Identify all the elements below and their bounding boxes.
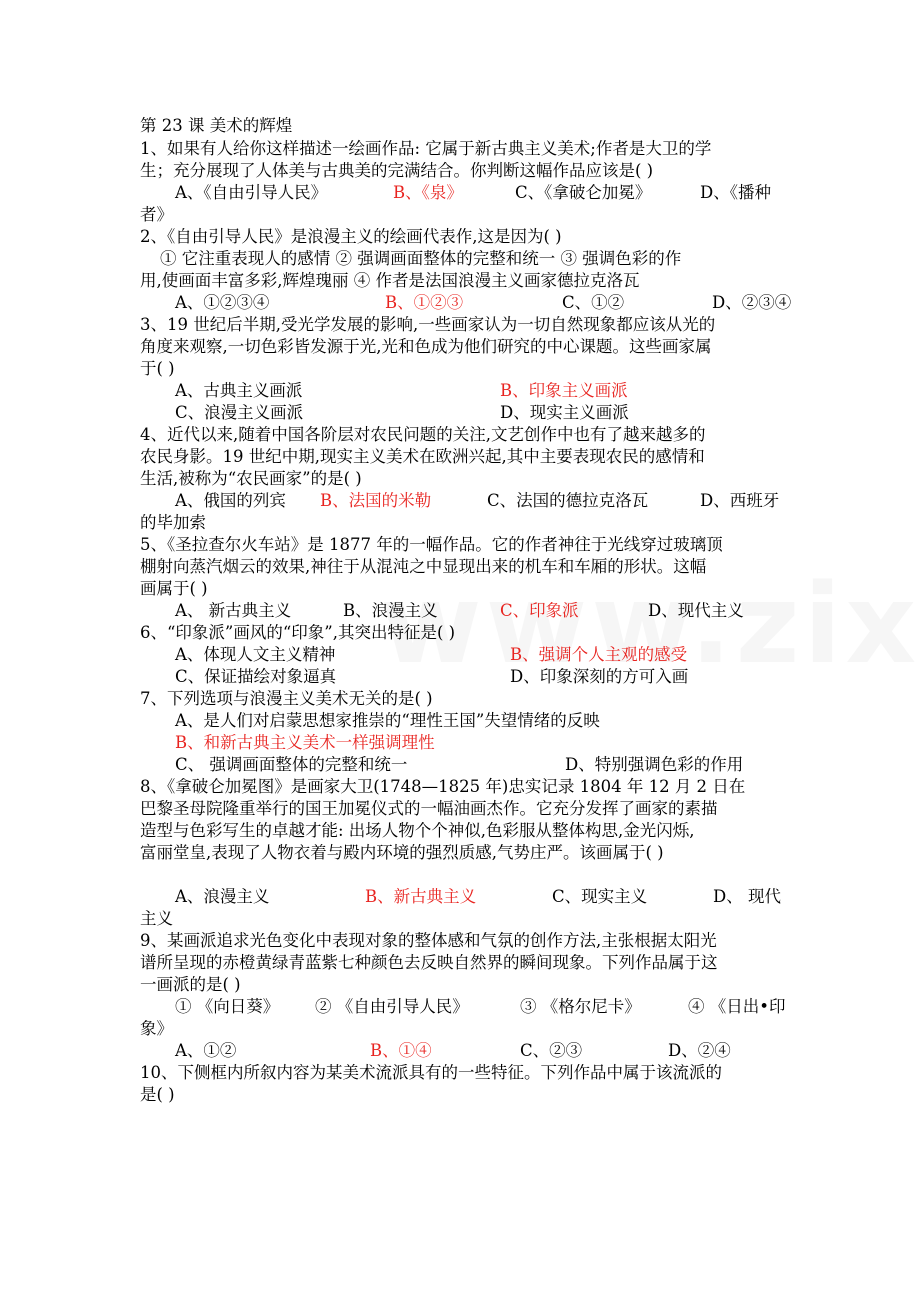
q5-stem-line2: 棚射向蒸汽烟云的效果,神往于从混沌之中显现出来的机车和车厢的形状。这幅 xyxy=(140,557,707,576)
q4-option-d: D、西班牙 xyxy=(700,491,780,510)
q9-item-2: ② 《自由引导人民》 xyxy=(315,997,469,1016)
q7-option-b-answer: B、和新古典主义美术一样强调理性 xyxy=(175,733,435,752)
q3-stem-line3: 于( ) xyxy=(140,359,175,378)
q8-stem-line1: 8、《拿破仑加冕图》是画家大卫(1748—1825 年)忠实记录 1804 年 12 月 2 日在 xyxy=(140,777,746,796)
q2-stem: 2、《自由引导人民》是浪漫主义的绘画代表作,这是因为( ) xyxy=(140,227,562,246)
q3-option-d: D、现实主义画派 xyxy=(500,403,629,422)
q1-stem-line1: 1、如果有人给你这样描述一绘画作品: 它属于新古典主义美术;作者是大卫的学 xyxy=(140,139,712,158)
q4-option-c: C、法国的德拉克洛瓦 xyxy=(487,491,649,510)
q8-option-b-answer: B、新古典主义 xyxy=(365,887,477,906)
q2-option-b-answer: B、①②③ xyxy=(385,293,464,312)
q1-stem-line2: 生；充分展现了人体美与古典美的完满结合。你判断这幅作品应该是( ) xyxy=(140,161,654,180)
q6-stem: 6、“印象派”画风的“印象”,其突出特征是( ) xyxy=(140,623,456,642)
q1-option-b-answer: B、《泉》 xyxy=(393,183,463,202)
q1-option-d: D、《播种 xyxy=(700,183,771,202)
q5-stem-line1: 5、《圣拉查尔火车站》是 1877 年的一幅作品。它的作者神往于光线穿过玻璃顶 xyxy=(140,535,723,554)
q1-option-d-wrap: 者》 xyxy=(140,205,173,224)
q9-item-4: ④ 《日出•印 xyxy=(688,997,786,1016)
q4-option-d-wrap: 的毕加索 xyxy=(140,513,206,532)
q9-item-1: ① 《向日葵》 xyxy=(175,997,280,1016)
q7-stem: 7、下列选项与浪漫主义美术无关的是( ) xyxy=(140,689,433,708)
q6-option-b-answer: B、强调个人主观的感受 xyxy=(510,645,688,664)
q4-stem-line2: 农民身影。19 世纪中期,现实主义美术在欧洲兴起,其中主要表现农民的感情和 xyxy=(140,447,705,466)
q7-option-a: A、是人们对启蒙思想家推崇的“理性王国”失望情绪的反映 xyxy=(175,711,600,730)
q9-stem-line1: 9、某画派追求光色变化中表现对象的整体感和气氛的创作方法,主张根据太阳光 xyxy=(140,931,717,950)
q8-option-c: C、现实主义 xyxy=(552,887,648,906)
q9-item-3: ③ 《格尔尼卡》 xyxy=(520,997,641,1016)
q9-option-c: C、②③ xyxy=(520,1041,583,1060)
q6-option-a: A、体现人文主义精神 xyxy=(175,645,336,664)
q4-option-a: A、俄国的列宾 xyxy=(175,491,286,510)
q8-option-d: D、 现代 xyxy=(713,887,781,906)
q2-option-c: C、①② xyxy=(562,293,625,312)
q5-option-a: A、 新古典主义 xyxy=(175,601,292,620)
q1-option-c: C、《拿破仑加冕》 xyxy=(515,183,652,202)
q2-option-a: A、①②③④ xyxy=(175,293,270,312)
q5-stem-line3: 画属于( ) xyxy=(140,579,208,598)
q1-option-a: A、《自由引导人民》 xyxy=(175,183,328,202)
q3-stem-line2: 角度来观察,一切色彩皆发源于光,光和色成为他们研究的中心课题。这些画家属 xyxy=(140,337,712,356)
q8-stem-line2: 巴黎圣母院隆重举行的国王加冕仪式的一幅油画杰作。它充分发挥了画家的素描 xyxy=(140,799,718,818)
q6-option-c: C、保证描绘对象逼真 xyxy=(175,667,337,686)
q10-stem-line2: 是( ) xyxy=(140,1085,175,1104)
q8-stem-line3: 造型与色彩写生的卓越才能: 出场人物个个神似,色彩服从整体构思,金光闪烁, xyxy=(140,821,695,840)
q3-option-c: C、浪漫主义画派 xyxy=(175,403,304,422)
q2-option-d: D、②③④ xyxy=(712,293,792,312)
q7-option-c: C、 强调画面整体的完整和统一 xyxy=(175,755,408,774)
q8-option-a: A、浪漫主义 xyxy=(175,887,270,906)
q3-option-a: A、古典主义画派 xyxy=(175,381,303,400)
q5-option-d: D、现代主义 xyxy=(648,601,744,620)
q9-stem-line2: 谱所呈现的赤橙黄绿青蓝紫七种颜色去反映自然界的瞬间现象。下列作品属于这 xyxy=(140,953,718,972)
q4-stem-line1: 4、近代以来,随着中国各阶层对农民问题的关注,文艺创作中也有了越来越多的 xyxy=(140,425,706,444)
q2-statements-line2: 用,使画面丰富多彩,辉煌瑰丽 ④ 作者是法国浪漫主义画家德拉克洛瓦 xyxy=(140,271,640,290)
q3-stem-line1: 3、19 世纪后半期,受光学发展的影响,一些画家认为一切自然现象都应该从光的 xyxy=(140,315,716,334)
q9-item-4-wrap: 象》 xyxy=(140,1019,173,1038)
q10-stem-line1: 10、下侧框内所叙内容为某美术流派具有的一些特征。下列作品中属于该流派的 xyxy=(140,1063,722,1082)
q9-option-a: A、①② xyxy=(175,1041,237,1060)
q9-option-d: D、②④ xyxy=(668,1041,731,1060)
q8-option-d-wrap: 主义 xyxy=(140,909,173,928)
q8-stem-line4: 富丽堂皇,表现了人物衣着与殿内环境的强烈质感,气势庄严。该画属于( ) xyxy=(140,843,664,862)
q9-stem-line3: 一画派的是( ) xyxy=(140,975,241,994)
q5-option-c-answer: C、印象派 xyxy=(500,601,579,620)
q9-option-b-answer: B、①④ xyxy=(370,1041,432,1060)
lesson-title: 第 23 课 美术的辉煌 xyxy=(140,116,293,135)
q5-option-b: B、浪漫主义 xyxy=(343,601,438,620)
q6-option-d: D、印象深刻的方可入画 xyxy=(510,667,689,686)
q4-option-b-answer: B、法国的米勒 xyxy=(320,491,432,510)
q2-statements-line1: ① 它注重表现人的感情 ② 强调画面整体的完整和统一 ③ 强调色彩的作 xyxy=(160,249,682,268)
q7-option-d: D、特别强调色彩的作用 xyxy=(565,755,744,774)
q4-stem-line3: 生活,被称为“农民画家”的是( ) xyxy=(140,469,362,488)
q3-option-b-answer: B、印象主义画派 xyxy=(500,381,628,400)
